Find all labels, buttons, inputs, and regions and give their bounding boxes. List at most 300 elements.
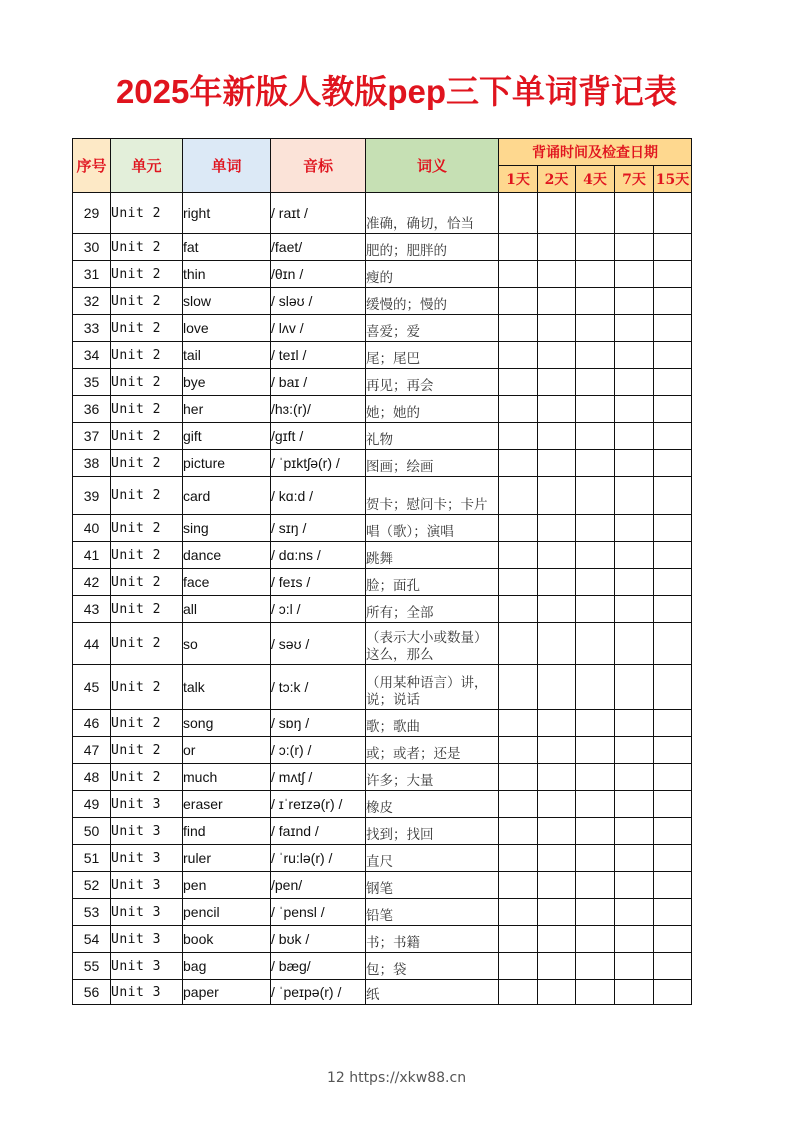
- cell-meaning: 唱（歌）；演唱: [366, 515, 499, 542]
- cell-word: bag: [183, 953, 271, 980]
- table-row: [73, 791, 692, 818]
- table-row: [73, 818, 692, 845]
- check-cell-day-4[interactable]: [576, 423, 615, 450]
- check-cell-day-2[interactable]: [538, 596, 576, 623]
- check-cell-day-7[interactable]: [615, 396, 654, 423]
- check-cell-day-7[interactable]: [615, 953, 654, 980]
- check-cell-day-7[interactable]: [615, 423, 654, 450]
- check-cell-day-7[interactable]: [615, 234, 654, 261]
- check-cell-day-15[interactable]: [654, 710, 692, 737]
- check-cell-day-1[interactable]: [499, 899, 538, 926]
- cell-unit: Unit 2: [111, 450, 183, 477]
- cell-word: tail: [183, 342, 271, 369]
- table-row: [73, 261, 692, 288]
- cell-meaning: 再见；再会: [366, 369, 499, 396]
- check-cell-day-15[interactable]: [654, 926, 692, 953]
- check-cell-day-2[interactable]: [538, 423, 576, 450]
- check-cell-day-1[interactable]: [499, 872, 538, 899]
- cell-meaning: 准确，确切，恰当: [366, 193, 499, 234]
- cell-phonetic: / mʌtʃ /: [271, 764, 366, 791]
- cell-meaning: 她；她的: [366, 396, 499, 423]
- cell-word: gift: [183, 423, 271, 450]
- check-cell-day-4[interactable]: [576, 791, 615, 818]
- check-cell-day-7[interactable]: [615, 899, 654, 926]
- cell-phonetic: / sləʊ /: [271, 288, 366, 315]
- check-cell-day-2[interactable]: [538, 710, 576, 737]
- table-row: [73, 845, 692, 872]
- table-row: [73, 596, 692, 623]
- check-cell-day-7[interactable]: [615, 288, 654, 315]
- cell-seq: 32: [73, 288, 111, 315]
- cell-unit: Unit 3: [111, 845, 183, 872]
- cell-phonetic: / sɪŋ /: [271, 515, 366, 542]
- cell-unit: Unit 2: [111, 193, 183, 234]
- cell-phonetic: /hɜ:(r)/: [271, 396, 366, 423]
- cell-meaning: （表示大小或数量）这么，那么: [366, 623, 499, 665]
- check-cell-day-1[interactable]: [499, 542, 538, 569]
- cell-phonetic: /faet/: [271, 234, 366, 261]
- cell-word: slow: [183, 288, 271, 315]
- check-cell-day-7[interactable]: [615, 980, 654, 1005]
- check-cell-day-4[interactable]: [576, 596, 615, 623]
- check-cell-day-2[interactable]: [538, 342, 576, 369]
- check-cell-day-2[interactable]: [538, 818, 576, 845]
- check-cell-day-7[interactable]: [615, 542, 654, 569]
- cell-unit: Unit 3: [111, 980, 183, 1005]
- check-cell-day-2[interactable]: [538, 542, 576, 569]
- cell-word: book: [183, 926, 271, 953]
- cell-meaning: 铅笔: [366, 899, 499, 926]
- check-cell-day-15[interactable]: [654, 342, 692, 369]
- check-cell-day-15[interactable]: [654, 818, 692, 845]
- cell-seq: 48: [73, 764, 111, 791]
- cell-seq: 42: [73, 569, 111, 596]
- cell-unit: Unit 2: [111, 542, 183, 569]
- check-cell-day-1[interactable]: [499, 315, 538, 342]
- check-cell-day-1[interactable]: [499, 234, 538, 261]
- check-cell-day-15[interactable]: [654, 569, 692, 596]
- check-cell-day-15[interactable]: [654, 665, 692, 710]
- check-cell-day-1[interactable]: [499, 515, 538, 542]
- check-cell-day-1[interactable]: [499, 369, 538, 396]
- table-row: [73, 665, 692, 710]
- header-day-7: 7天: [615, 166, 654, 193]
- cell-word: right: [183, 193, 271, 234]
- cell-word: picture: [183, 450, 271, 477]
- table-row: [73, 193, 692, 234]
- cell-phonetic: / səʊ /: [271, 623, 366, 665]
- check-cell-day-2[interactable]: [538, 261, 576, 288]
- cell-seq: 34: [73, 342, 111, 369]
- cell-seq: 37: [73, 423, 111, 450]
- table-row: [73, 623, 692, 665]
- cell-word: much: [183, 764, 271, 791]
- header-day-4: 4天: [576, 166, 615, 193]
- check-cell-day-2[interactable]: [538, 369, 576, 396]
- page-footer: 12 https://xkw88.cn: [326, 1070, 467, 1086]
- cell-phonetic: / tɔ:k /: [271, 665, 366, 710]
- table-row: [73, 953, 692, 980]
- check-cell-day-1[interactable]: [499, 791, 538, 818]
- check-cell-day-7[interactable]: [615, 845, 654, 872]
- table-row: [73, 764, 692, 791]
- check-cell-day-1[interactable]: [499, 818, 538, 845]
- check-cell-day-4[interactable]: [576, 477, 615, 515]
- check-cell-day-1[interactable]: [499, 261, 538, 288]
- cell-seq: 36: [73, 396, 111, 423]
- table-row: [73, 872, 692, 899]
- cell-word: talk: [183, 665, 271, 710]
- check-cell-day-4[interactable]: [576, 980, 615, 1005]
- check-cell-day-1[interactable]: [499, 193, 538, 234]
- check-cell-day-7[interactable]: [615, 926, 654, 953]
- check-cell-day-1[interactable]: [499, 710, 538, 737]
- cell-seq: 56: [73, 980, 111, 1005]
- check-cell-day-2[interactable]: [538, 623, 576, 665]
- check-cell-day-2[interactable]: [538, 845, 576, 872]
- table-row: [73, 234, 692, 261]
- check-cell-day-7[interactable]: [615, 764, 654, 791]
- check-cell-day-2[interactable]: [538, 396, 576, 423]
- cell-word: eraser: [183, 791, 271, 818]
- cell-meaning: 橡皮: [366, 791, 499, 818]
- header-day-2: 2天: [538, 166, 576, 193]
- cell-phonetic: / ˈpeɪpə(r) /: [271, 980, 366, 1005]
- check-cell-day-2[interactable]: [538, 193, 576, 234]
- check-cell-day-7[interactable]: [615, 710, 654, 737]
- check-cell-day-1[interactable]: [499, 980, 538, 1005]
- header-day-15: 15天: [654, 166, 692, 193]
- cell-phonetic: / dɑ:ns /: [271, 542, 366, 569]
- cell-seq: 35: [73, 369, 111, 396]
- cell-word: sing: [183, 515, 271, 542]
- check-cell-day-2[interactable]: [538, 764, 576, 791]
- check-cell-day-1[interactable]: [499, 926, 538, 953]
- cell-phonetic: / faɪnd /: [271, 818, 366, 845]
- cell-seq: 46: [73, 710, 111, 737]
- cell-seq: 54: [73, 926, 111, 953]
- check-cell-day-1[interactable]: [499, 623, 538, 665]
- check-cell-day-4[interactable]: [576, 542, 615, 569]
- check-cell-day-2[interactable]: [538, 980, 576, 1005]
- cell-unit: Unit 2: [111, 396, 183, 423]
- check-cell-day-15[interactable]: [654, 261, 692, 288]
- cell-word: dance: [183, 542, 271, 569]
- check-cell-day-1[interactable]: [499, 953, 538, 980]
- cell-phonetic: / ˈru:lə(r) /: [271, 845, 366, 872]
- vocabulary-table: [72, 138, 692, 1005]
- check-cell-day-15[interactable]: [654, 288, 692, 315]
- check-cell-day-4[interactable]: [576, 872, 615, 899]
- cell-meaning: 肥的；肥胖的: [366, 234, 499, 261]
- check-cell-day-1[interactable]: [499, 845, 538, 872]
- cell-unit: Unit 2: [111, 623, 183, 665]
- check-cell-day-7[interactable]: [615, 477, 654, 515]
- cell-unit: Unit 3: [111, 791, 183, 818]
- check-cell-day-15[interactable]: [654, 791, 692, 818]
- cell-meaning: 书；书籍: [366, 926, 499, 953]
- check-cell-day-15[interactable]: [654, 396, 692, 423]
- check-cell-day-2[interactable]: [538, 953, 576, 980]
- check-cell-day-7[interactable]: [615, 315, 654, 342]
- check-cell-day-7[interactable]: [615, 818, 654, 845]
- check-cell-day-4[interactable]: [576, 737, 615, 764]
- cell-meaning: 歌；歌曲: [366, 710, 499, 737]
- check-cell-day-1[interactable]: [499, 477, 538, 515]
- cell-word: ruler: [183, 845, 271, 872]
- check-cell-day-15[interactable]: [654, 953, 692, 980]
- cell-seq: 40: [73, 515, 111, 542]
- cell-word: love: [183, 315, 271, 342]
- check-cell-day-2[interactable]: [538, 926, 576, 953]
- cell-word: pen: [183, 872, 271, 899]
- cell-word: face: [183, 569, 271, 596]
- check-cell-day-7[interactable]: [615, 737, 654, 764]
- cell-meaning: 包；袋: [366, 953, 499, 980]
- cell-meaning: 所有；全部: [366, 596, 499, 623]
- check-cell-day-15[interactable]: [654, 315, 692, 342]
- check-cell-day-1[interactable]: [499, 665, 538, 710]
- check-cell-day-1[interactable]: [499, 596, 538, 623]
- check-cell-day-7[interactable]: [615, 596, 654, 623]
- check-cell-day-1[interactable]: [499, 764, 538, 791]
- cell-seq: 50: [73, 818, 111, 845]
- cell-seq: 30: [73, 234, 111, 261]
- check-cell-day-1[interactable]: [499, 569, 538, 596]
- check-cell-day-7[interactable]: [615, 665, 654, 710]
- check-cell-day-7[interactable]: [615, 872, 654, 899]
- cell-unit: Unit 2: [111, 315, 183, 342]
- cell-word: all: [183, 596, 271, 623]
- cell-seq: 49: [73, 791, 111, 818]
- header-word: 单词: [183, 139, 271, 193]
- cell-meaning: （用某种语言）讲，说；说话: [366, 665, 499, 710]
- check-cell-day-15[interactable]: [654, 596, 692, 623]
- cell-phonetic: / kɑ:d /: [271, 477, 366, 515]
- check-cell-day-2[interactable]: [538, 477, 576, 515]
- cell-phonetic: / ɪˈreɪzə(r) /: [271, 791, 366, 818]
- check-cell-day-2[interactable]: [538, 872, 576, 899]
- cell-unit: Unit 2: [111, 569, 183, 596]
- cell-phonetic: / raɪt /: [271, 193, 366, 234]
- header-unit: 单元: [111, 139, 183, 193]
- table-row: [73, 980, 692, 1005]
- check-cell-day-15[interactable]: [654, 234, 692, 261]
- cell-seq: 39: [73, 477, 111, 515]
- cell-meaning: 许多；大量: [366, 764, 499, 791]
- cell-unit: Unit 2: [111, 665, 183, 710]
- cell-phonetic: /pen/: [271, 872, 366, 899]
- cell-meaning: 跳舞: [366, 542, 499, 569]
- check-cell-day-4[interactable]: [576, 342, 615, 369]
- cell-meaning: 尾；尾巴: [366, 342, 499, 369]
- check-cell-day-2[interactable]: [538, 791, 576, 818]
- check-cell-day-2[interactable]: [538, 288, 576, 315]
- check-cell-day-4[interactable]: [576, 369, 615, 396]
- header-day-1: 1天: [499, 166, 538, 193]
- check-cell-day-4[interactable]: [576, 193, 615, 234]
- check-cell-day-1[interactable]: [499, 342, 538, 369]
- cell-meaning: 或；或者；还是: [366, 737, 499, 764]
- cell-phonetic: / bæg/: [271, 953, 366, 980]
- cell-meaning: 纸: [366, 980, 499, 1005]
- table-row: [73, 899, 692, 926]
- check-cell-day-1[interactable]: [499, 396, 538, 423]
- cell-phonetic: / ˈpɪktʃə(r) /: [271, 450, 366, 477]
- cell-phonetic: / feɪs /: [271, 569, 366, 596]
- check-cell-day-7[interactable]: [615, 369, 654, 396]
- check-cell-day-4[interactable]: [576, 665, 615, 710]
- table-row: [73, 477, 692, 515]
- cell-unit: Unit 3: [111, 953, 183, 980]
- check-cell-day-2[interactable]: [538, 899, 576, 926]
- cell-seq: 33: [73, 315, 111, 342]
- check-cell-day-1[interactable]: [499, 288, 538, 315]
- check-cell-day-4[interactable]: [576, 710, 615, 737]
- table-row: [73, 737, 692, 764]
- cell-unit: Unit 2: [111, 764, 183, 791]
- check-cell-day-2[interactable]: [538, 234, 576, 261]
- table-row: [73, 450, 692, 477]
- table-row: [73, 515, 692, 542]
- check-cell-day-2[interactable]: [538, 569, 576, 596]
- check-cell-day-4[interactable]: [576, 926, 615, 953]
- cell-phonetic: / ɔ:(r) /: [271, 737, 366, 764]
- check-cell-day-4[interactable]: [576, 569, 615, 596]
- cell-unit: Unit 2: [111, 477, 183, 515]
- check-cell-day-2[interactable]: [538, 737, 576, 764]
- cell-unit: Unit 2: [111, 288, 183, 315]
- cell-unit: Unit 2: [111, 737, 183, 764]
- check-cell-day-4[interactable]: [576, 234, 615, 261]
- check-cell-day-4[interactable]: [576, 899, 615, 926]
- cell-word: thin: [183, 261, 271, 288]
- cell-meaning: 脸；面孔: [366, 569, 499, 596]
- check-cell-day-4[interactable]: [576, 764, 615, 791]
- check-cell-day-4[interactable]: [576, 315, 615, 342]
- check-cell-day-4[interactable]: [576, 288, 615, 315]
- check-cell-day-15[interactable]: [654, 764, 692, 791]
- check-cell-day-15[interactable]: [654, 542, 692, 569]
- check-cell-day-4[interactable]: [576, 261, 615, 288]
- check-cell-day-15[interactable]: [654, 845, 692, 872]
- cell-word: pencil: [183, 899, 271, 926]
- cell-unit: Unit 2: [111, 423, 183, 450]
- header-meaning: 词义: [366, 139, 499, 193]
- cell-meaning: 瘦的: [366, 261, 499, 288]
- check-cell-day-1[interactable]: [499, 737, 538, 764]
- check-cell-day-2[interactable]: [538, 665, 576, 710]
- cell-word: so: [183, 623, 271, 665]
- cell-phonetic: /gɪft /: [271, 423, 366, 450]
- table-row: [73, 710, 692, 737]
- table-header: [73, 139, 692, 193]
- check-cell-day-1[interactable]: [499, 423, 538, 450]
- check-cell-day-4[interactable]: [576, 623, 615, 665]
- cell-unit: Unit 2: [111, 261, 183, 288]
- cell-word: or: [183, 737, 271, 764]
- header-recall-schedule: 背诵时间及检查日期: [499, 139, 692, 166]
- check-cell-day-15[interactable]: [654, 450, 692, 477]
- header-seq: 序号: [73, 139, 111, 193]
- check-cell-day-15[interactable]: [654, 477, 692, 515]
- cell-word: fat: [183, 234, 271, 261]
- check-cell-day-15[interactable]: [654, 872, 692, 899]
- check-cell-day-15[interactable]: [654, 980, 692, 1005]
- cell-meaning: 图画；绘画: [366, 450, 499, 477]
- page-title: 2025年新版人教版pep三下单词背记表: [115, 73, 678, 110]
- check-cell-day-15[interactable]: [654, 623, 692, 665]
- check-cell-day-4[interactable]: [576, 450, 615, 477]
- check-cell-day-7[interactable]: [615, 193, 654, 234]
- check-cell-day-2[interactable]: [538, 515, 576, 542]
- cell-seq: 29: [73, 193, 111, 234]
- cell-word: song: [183, 710, 271, 737]
- cell-unit: Unit 2: [111, 342, 183, 369]
- cell-unit: Unit 3: [111, 872, 183, 899]
- check-cell-day-7[interactable]: [615, 261, 654, 288]
- cell-phonetic: / ˈpensl /: [271, 899, 366, 926]
- cell-seq: 51: [73, 845, 111, 872]
- check-cell-day-15[interactable]: [654, 899, 692, 926]
- check-cell-day-1[interactable]: [499, 450, 538, 477]
- check-cell-day-2[interactable]: [538, 450, 576, 477]
- cell-seq: 47: [73, 737, 111, 764]
- cell-unit: Unit 3: [111, 926, 183, 953]
- table-row: [73, 369, 692, 396]
- check-cell-day-15[interactable]: [654, 515, 692, 542]
- check-cell-day-4[interactable]: [576, 396, 615, 423]
- cell-meaning: 找到；找回: [366, 818, 499, 845]
- check-cell-day-7[interactable]: [615, 450, 654, 477]
- check-cell-day-4[interactable]: [576, 953, 615, 980]
- cell-phonetic: / bʊk /: [271, 926, 366, 953]
- table-row: [73, 423, 692, 450]
- check-cell-day-15[interactable]: [654, 423, 692, 450]
- check-cell-day-4[interactable]: [576, 845, 615, 872]
- check-cell-day-15[interactable]: [654, 193, 692, 234]
- check-cell-day-7[interactable]: [615, 515, 654, 542]
- check-cell-day-15[interactable]: [654, 369, 692, 396]
- table-row: [73, 542, 692, 569]
- check-cell-day-7[interactable]: [615, 342, 654, 369]
- cell-meaning: 直尺: [366, 845, 499, 872]
- table-row: [73, 926, 692, 953]
- check-cell-day-2[interactable]: [538, 315, 576, 342]
- cell-word: card: [183, 477, 271, 515]
- check-cell-day-7[interactable]: [615, 791, 654, 818]
- cell-unit: Unit 2: [111, 710, 183, 737]
- check-cell-day-7[interactable]: [615, 623, 654, 665]
- check-cell-day-15[interactable]: [654, 737, 692, 764]
- cell-unit: Unit 3: [111, 818, 183, 845]
- cell-phonetic: /θɪn /: [271, 261, 366, 288]
- table-row: [73, 342, 692, 369]
- cell-meaning: 喜爱；爱: [366, 315, 499, 342]
- cell-meaning: 钢笔: [366, 872, 499, 899]
- check-cell-day-4[interactable]: [576, 515, 615, 542]
- check-cell-day-4[interactable]: [576, 818, 615, 845]
- cell-seq: 55: [73, 953, 111, 980]
- cell-seq: 52: [73, 872, 111, 899]
- cell-word: paper: [183, 980, 271, 1005]
- cell-word: bye: [183, 369, 271, 396]
- table-body: [73, 193, 692, 1005]
- cell-word: find: [183, 818, 271, 845]
- cell-unit: Unit 3: [111, 899, 183, 926]
- cell-unit: Unit 2: [111, 515, 183, 542]
- check-cell-day-7[interactable]: [615, 569, 654, 596]
